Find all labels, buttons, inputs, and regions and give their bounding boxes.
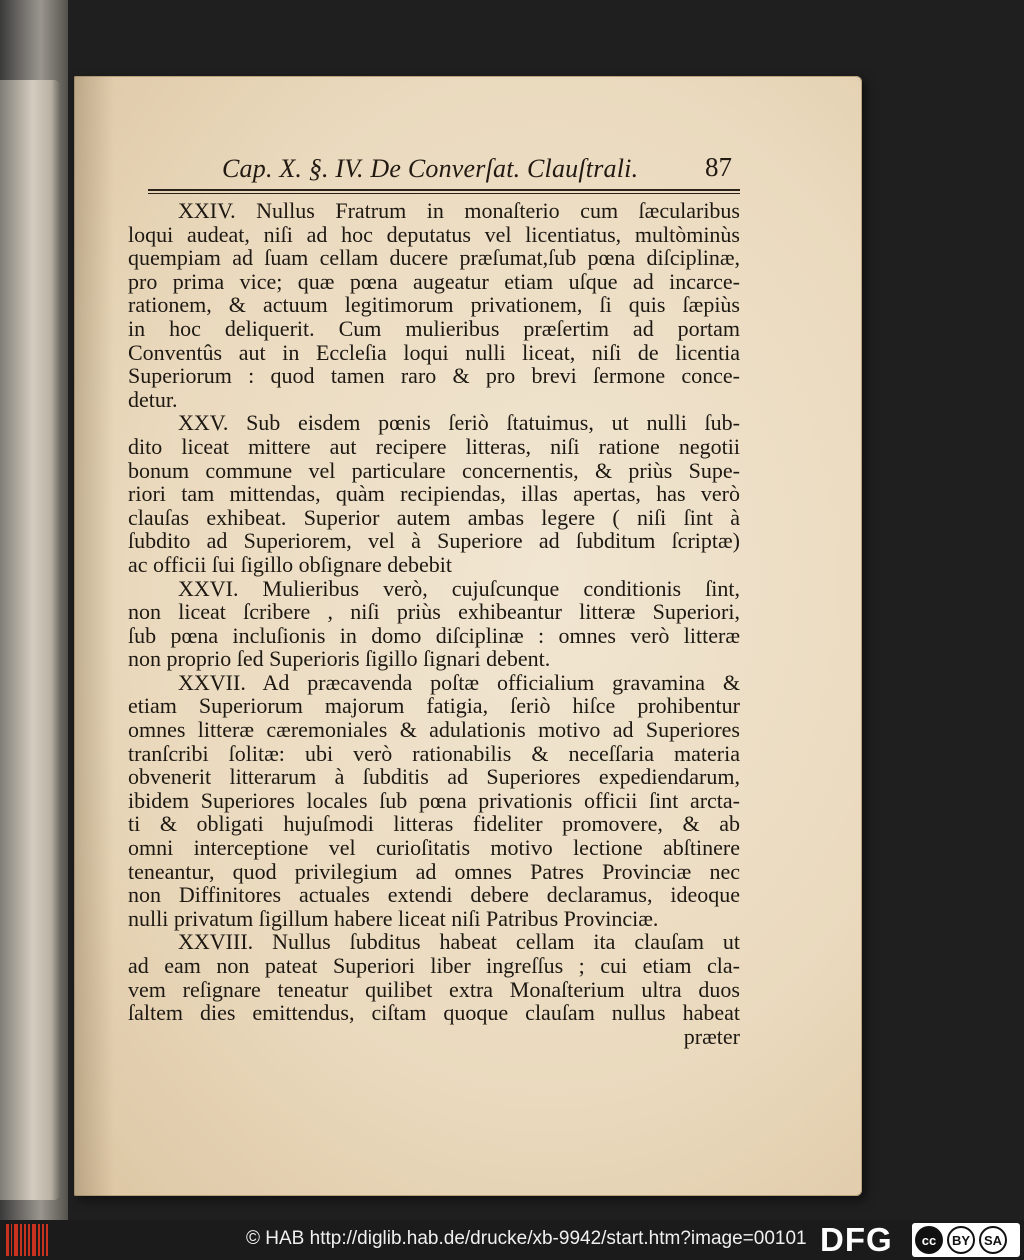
text-line: quempiam ad ſuam cellam ducere præſumat,ſub pœna diſciplinæ,	[128, 245, 740, 271]
text-line: XXVI. Mulieribus verò, cujuſcunque conditionis ſint,	[178, 575, 740, 601]
text-line: pro prima vice; quæ pœna augeatur etiam uſque ad incarce-	[128, 268, 740, 294]
body-text	[128, 199, 740, 1048]
cc-icon: cc	[915, 1226, 943, 1254]
text-line: rationem, & actuum legitimorum privationem, ſi quis ſæpiùs	[128, 292, 740, 318]
text-line: ibidem Superiores locales ſub pœna privationis officii ſint arcta-	[128, 787, 740, 813]
source-link[interactable]: © HAB http://diglib.hab.de/drucke/xb-9942/start.htm?image=00101	[246, 1228, 807, 1249]
text-line: teneantur, quod privilegium ad omnes Patres Provinciæ nec	[128, 858, 740, 884]
text-line: nulli privatum ſigillum habere liceat niſi Patribus Provinciæ.	[128, 905, 659, 931]
page-number: 87	[705, 152, 732, 182]
text-line: XXIV. Nullus Fratrum in monaſterio cum ſæcularibus	[178, 198, 740, 223]
text-line: non proprio ſed Superioris ſigillo ſignari debent.	[128, 646, 551, 672]
text-line: vem reſignare teneatur quilibet extra Monaſterium ultra duos	[128, 976, 740, 1002]
text-line: detur.	[128, 386, 178, 412]
facing-page-edge	[0, 80, 60, 1200]
text-line: tranſcribi ſolitæ: ubi verò rationabilis & neceſſaria materia	[128, 740, 740, 766]
dfg-logo: DFG	[820, 1221, 893, 1258]
text-line: omni interceptione vel curioſitatis motivo lectione abſtinere	[128, 835, 740, 861]
text-line: dito liceat mittere aut recipere litteras, niſi ratione negotii	[128, 433, 740, 459]
header-rule-thin	[148, 193, 740, 194]
running-title: Cap. X. §. IV. De Converſat. Clauſtrali.	[222, 154, 639, 183]
text-line: XXVIII. Nullus ſubditus habeat cellam ita clauſam ut	[178, 929, 740, 955]
text-line: clauſas exhibeat. Superior autem ambas legere ( niſi ſint à	[128, 504, 740, 530]
text-line: Superiorum : quod tamen raro & pro brevi ſermone conce-	[128, 363, 740, 389]
by-icon: BY	[947, 1226, 975, 1254]
text-line: bonum commune vel particulare concernentis, & priùs Supe-	[128, 457, 740, 483]
text-line: ſubdito ad Superiorem, vel à Superiore ad ſubditum ſcriptæ)	[128, 528, 740, 554]
sa-icon: SA	[979, 1226, 1007, 1254]
text-line: ſub pœna incluſionis in domo diſciplinæ : omnes verò litteræ	[128, 622, 740, 648]
text-line: in hoc deliquerit. Cum mulieribus præſertim ad portam	[128, 315, 740, 341]
text-line: ac officii ſui ſigillo obſignare debebit	[128, 551, 453, 577]
running-head	[150, 152, 740, 186]
text-line: omnes litteræ cæremoniales & adulationis motivo ad Superiores	[128, 717, 740, 743]
text-line: XXV. Sub eisdem pœnis ſeriò ſtatuimus, ut nulli ſub-	[178, 410, 740, 436]
library-logo-icon	[6, 1224, 48, 1256]
cc-license-badge[interactable]	[912, 1223, 1020, 1257]
text-line: etiam Superiorum majorum fatigia, ſeriò hiſce prohibentur	[128, 693, 740, 719]
header-rule	[148, 189, 740, 191]
footer-bar	[0, 1220, 1024, 1260]
text-line: riori tam mittendas, quàm recipiendas, illas apertas, has verò	[128, 481, 740, 507]
text-line: loqui audeat, niſi ad hoc deputatus vel licentiatus, multòminùs	[128, 221, 740, 247]
text-line: Conventûs aut in Eccleſia loqui nulli liceat, niſi de licentia	[128, 339, 740, 365]
text-line: obvenerit litterarum à ſubditis ad Superiores expediendarum,	[128, 764, 740, 790]
text-line: XXVII. Ad præcavenda poſtæ officialium gravamina &	[178, 669, 740, 695]
text-line: ti & obligati hujuſmodi litteras fideliter promovere, & ab	[128, 811, 740, 837]
text-line: non Diffinitores actuales extendi debere declaramus, ideoque	[128, 882, 740, 908]
catchword: præter	[683, 1023, 740, 1049]
text-line: ſaltem dies emittendus, ciſtam quoque clauſam nullus habeat	[128, 1000, 740, 1026]
text-line: non liceat ſcribere , niſi priùs exhibeantur litteræ Superiori,	[128, 599, 740, 625]
text-line: ad eam non pateat Superiori liber ingreſſus ; cui etiam cla-	[128, 953, 740, 978]
